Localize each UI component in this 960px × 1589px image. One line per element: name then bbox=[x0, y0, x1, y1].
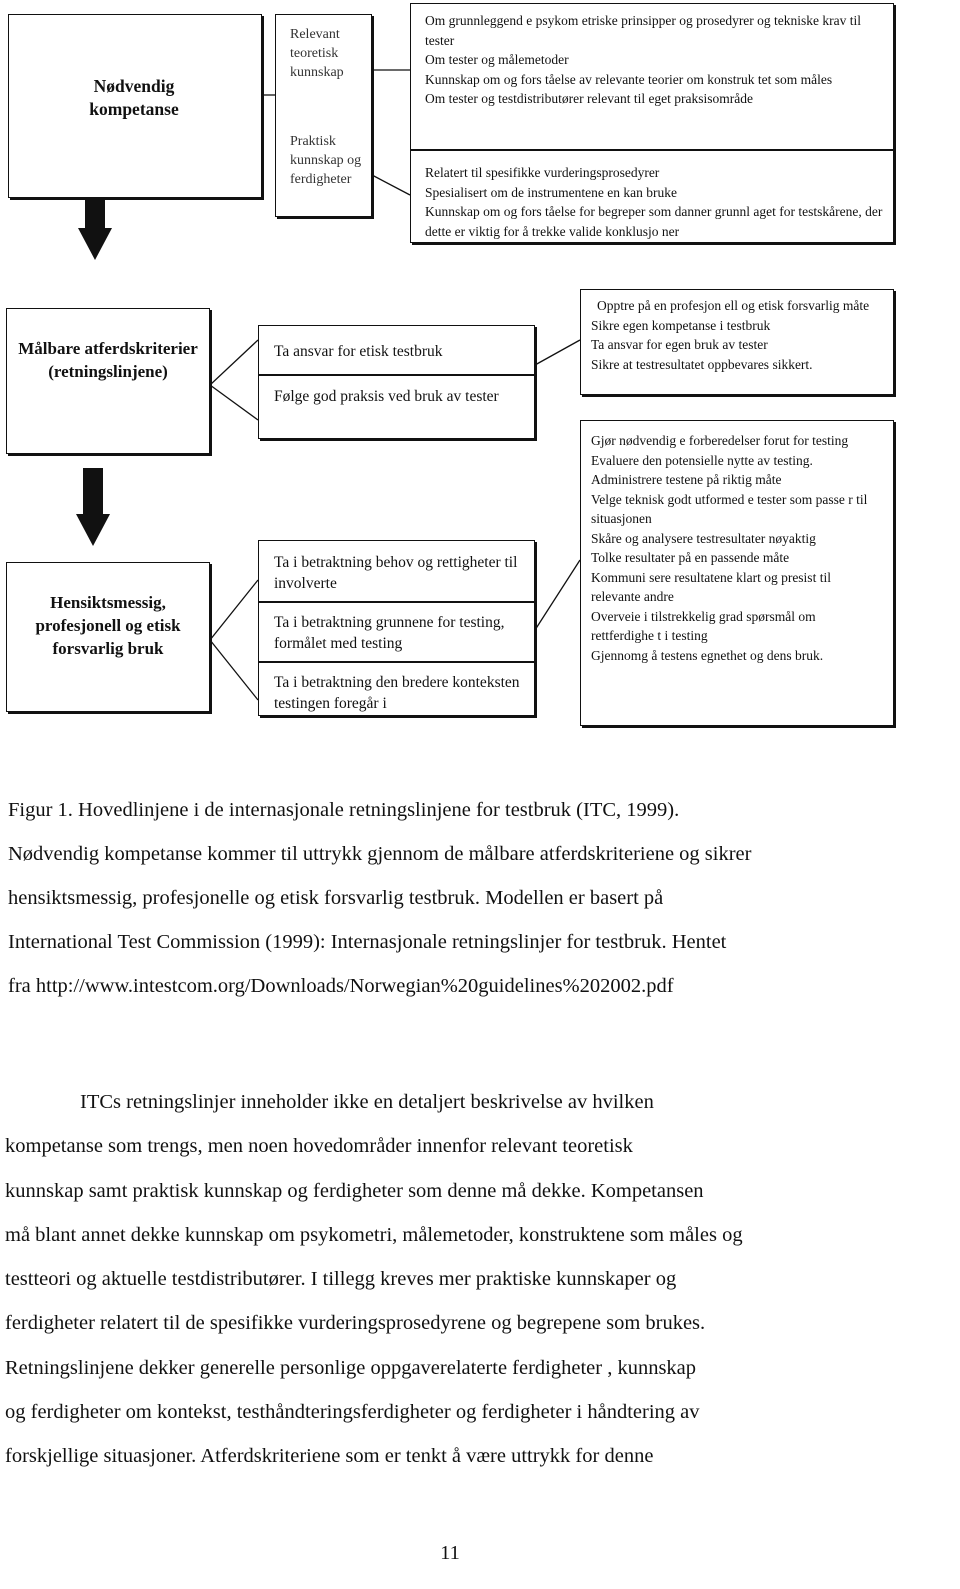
body-line: ferdigheter relatert til de spesifikke vurderingsprosedyrene og begrepene som brukes. bbox=[5, 1312, 706, 1335]
criteria-title: Målbare atferdskriterier (retningslinjene) bbox=[18, 339, 198, 381]
body-line: testteori og aktuelle testdistributører. I tillegg kreves mer praktiske kunnskaper og bbox=[5, 1268, 677, 1291]
middle-group2 bbox=[258, 540, 535, 716]
knowledge-type-box bbox=[275, 14, 372, 217]
theory-item: Om tester og testdistributører relevant til eget praksisområde bbox=[425, 91, 754, 106]
body-line: ITCs retningslinjer inneholder ikke en detaljert beskrivelse av hvilken bbox=[80, 1091, 654, 1113]
middle-item: Følge god praksis ved bruk av tester bbox=[274, 388, 499, 405]
knowledge-divider bbox=[411, 149, 893, 151]
right-item: Sikre egen kompetanse i testbruk bbox=[591, 317, 771, 333]
caption-line: Figur 1. Hovedlinjene i de internasjonale retningslinjene for testbruk (ITC, 1999). bbox=[8, 799, 680, 821]
right-item: Sikre at testresultatet oppbevares sikkert. bbox=[591, 356, 813, 372]
right-item: Opptre på en profesjon ell og etisk forsvarlig måte bbox=[597, 298, 870, 313]
right-group1 bbox=[580, 289, 894, 395]
right-item: Skåre og analysere testresultater nøyaktig bbox=[591, 530, 816, 546]
criteria-box bbox=[6, 308, 210, 454]
middle-item: Ta i betraktning grunnene for testing, formålet med testing bbox=[274, 614, 505, 652]
right-item: Gjennomg å testens egnethet og dens bruk. bbox=[591, 647, 824, 663]
body-paragraph bbox=[5, 1080, 955, 1479]
middle-item: Ta i betraktning behov og rettigheter til involverte bbox=[274, 554, 518, 592]
body-line: kunnskap samt praktisk kunnskap og ferdigheter som denne må dekke. Kompetansen bbox=[5, 1179, 704, 1202]
competence-title: Nødvendig kompetanse bbox=[89, 76, 179, 119]
practice-item: Relatert til spesifikke vurderingsprosedyrer bbox=[425, 165, 660, 180]
middle-item: Ta i betraktning den bredere konteksten testingen foregår i bbox=[274, 674, 520, 712]
middle-item: Ta ansvar for etisk testbruk bbox=[274, 343, 443, 360]
right-item: Administrere testene på riktig måte bbox=[591, 472, 782, 487]
right-item: Ta ansvar for egen bruk av tester bbox=[591, 337, 768, 352]
right-item: Gjør nødvendig e forberedelser forut for testing bbox=[591, 433, 849, 448]
caption-line: hensiktsmessig, profesjonelle og etisk forsvarlig testbruk. Modellen er basert på bbox=[8, 887, 664, 909]
down-arrow-icon bbox=[76, 468, 110, 548]
page-number: 11 bbox=[440, 1542, 460, 1564]
right-items-2 bbox=[591, 431, 881, 665]
theory-label: Relevant teoretisk kunnskap bbox=[290, 27, 344, 80]
right-items-1 bbox=[591, 296, 887, 374]
practice-items bbox=[425, 163, 885, 241]
caption-line: International Test Commission (1999): Internasjonale retningslinjer for testbruk. Hentet bbox=[8, 931, 727, 953]
right-group2 bbox=[580, 420, 894, 726]
body-line: Retningslinjene dekker generelle personlige oppgaverelaterte ferdigheter , kunnskap bbox=[5, 1356, 697, 1379]
use-box bbox=[6, 562, 210, 712]
caption-line: Nødvendig kompetanse kommer til uttrykk gjennom de målbare atferdskriteriene og sikrer bbox=[8, 843, 752, 865]
figure-caption bbox=[8, 788, 958, 1008]
practice-label: Praktisk kunnskap og ferdigheter bbox=[290, 134, 362, 187]
middle-group1 bbox=[258, 325, 535, 439]
theory-items bbox=[425, 11, 885, 109]
body-line: kompetanse som trengs, men noen hovedområder innenfor relevant teoretisk bbox=[5, 1135, 633, 1158]
body-line: forskjellige situasjoner. Atferdskriteriene som er tenkt å være uttrykk for denne bbox=[5, 1445, 654, 1468]
right-item: Kommuni sere resultatene klart og presist til relevante andre bbox=[591, 569, 831, 604]
theory-item: Om tester og målemetoder bbox=[425, 52, 569, 67]
right-item: Tolke resultater på en passende måte bbox=[591, 550, 790, 565]
right-item: Velge teknisk godt utformed e tester som passe r til situasjonen bbox=[591, 491, 868, 526]
down-arrow-icon bbox=[78, 200, 112, 262]
body-line: og ferdigheter om kontekst, testhåndteringsferdigheter og ferdigheter i håndtering av bbox=[5, 1401, 700, 1424]
knowledge-items-box bbox=[410, 3, 894, 243]
competence-box bbox=[8, 14, 262, 198]
practice-item: Kunnskap om og fors tåelse for begreper som danner grunnl aget for testskårene, der dette er viktig for å trekke valide konklusjo ner bbox=[425, 204, 883, 239]
right-item: Overveie i tilstrekkelig grad spørsmål om rettferdighe t i testing bbox=[591, 608, 816, 643]
use-title: Hensiktsmessig, profesjonell og etisk forsvarlig bruk bbox=[35, 593, 181, 658]
right-item: Evaluere den potensielle nytte av testing. bbox=[591, 452, 813, 468]
caption-line: fra http://www.intestcom.org/Downloads/Norwegian%20guidelines%202002.pdf bbox=[8, 975, 674, 997]
body-line: må blant annet dekke kunnskap om psykometri, målemetoder, konstruktene som måles og bbox=[5, 1223, 743, 1246]
theory-item: Kunnskap om og fors tåelse av relevante teorier om konstruk tet som måles bbox=[425, 71, 833, 87]
theory-item: Om grunnleggend e psykom etriske prinsipper og prosedyrer og tekniske krav til tester bbox=[425, 13, 862, 48]
practice-item: Spesialisert om de instrumentene en kan bruke bbox=[425, 184, 677, 200]
